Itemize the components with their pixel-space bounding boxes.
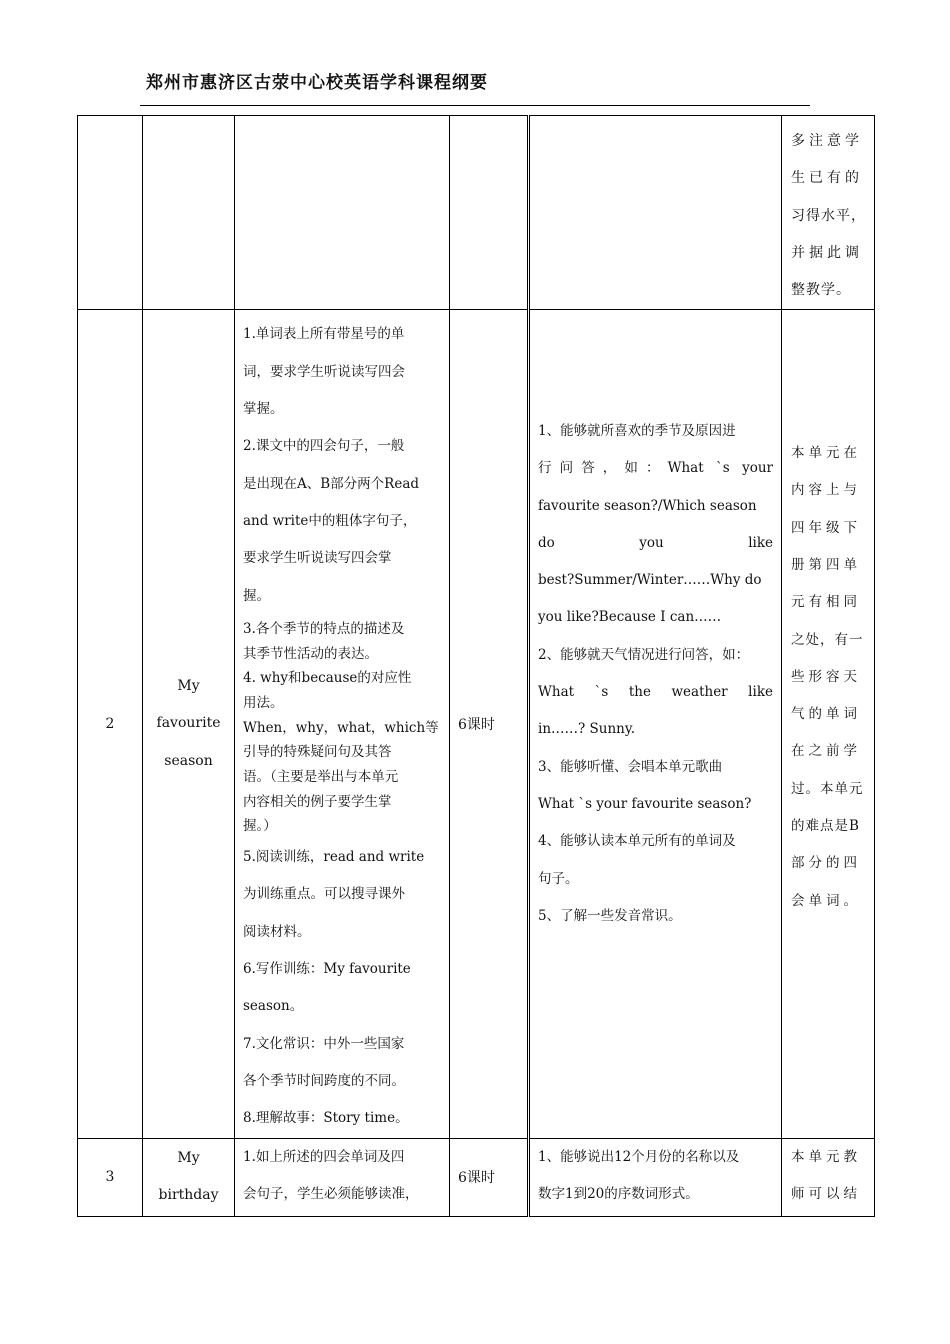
note-line: 习得水平， xyxy=(791,207,866,224)
cell-teaching-content xyxy=(235,310,450,1138)
syllabus-table xyxy=(77,115,875,1217)
unit-title-line: favourite xyxy=(156,715,221,732)
note-line: 的难点是B xyxy=(791,818,860,835)
content-line: 阅读材料。 xyxy=(243,923,311,940)
note-line: 生已有的 xyxy=(791,170,863,187)
cell-note-continued xyxy=(782,116,875,310)
note-line: 四年级下 xyxy=(791,519,861,536)
note-line: 部分的四 xyxy=(791,855,861,872)
cell-class-hours xyxy=(450,1138,529,1216)
cell-objectives xyxy=(529,310,782,1138)
note-line: 本单元在 xyxy=(791,445,861,462)
content-line: 各个季节时间跨度的不同。 xyxy=(243,1072,405,1089)
content-line: 6.写作训练：My favourite xyxy=(243,961,411,978)
objective-line: What `s the weather like xyxy=(538,684,773,701)
page-header-title: 郑州市惠济区古荥中心校英语学科课程纲要 xyxy=(146,73,488,93)
table-row-unit-2 xyxy=(78,310,875,1138)
table-row-unit-3 xyxy=(78,1138,875,1216)
objective-line: 2、能够就天气情况进行问答，如： xyxy=(538,646,750,663)
note-line: 元有相同 xyxy=(791,594,861,611)
note-line: 之处，有一 xyxy=(791,631,864,648)
content-line: 1.如上所述的四会单词及四 xyxy=(243,1148,405,1165)
content-line: 引导的特殊疑问句及其答 xyxy=(243,744,392,761)
note-line: 师可以结 xyxy=(791,1185,861,1202)
content-line: and write中的粗体字句子， xyxy=(243,512,417,529)
cell-content-empty xyxy=(235,116,450,310)
cell-hours-empty xyxy=(450,116,529,310)
objective-line: 句子。 xyxy=(538,870,579,887)
content-line: 7.文化常识：中外一些国家 xyxy=(243,1035,405,1052)
content-line: 其季节性活动的表达。 xyxy=(243,645,378,662)
content-line: 语。（主要是举出与本单元 xyxy=(243,769,399,786)
cell-unit-empty xyxy=(143,116,235,310)
note-line: 过。本单元 xyxy=(791,780,864,797)
cell-objectives-empty xyxy=(529,116,782,310)
cell-unit-title xyxy=(143,310,235,1138)
cell-no-empty xyxy=(78,116,143,310)
header-rule xyxy=(140,105,810,106)
cell-note xyxy=(782,1138,875,1216)
content-line: 4. why和because的对应性 xyxy=(243,670,412,687)
unit-title-line: My xyxy=(177,1149,200,1166)
class-hours-value: 6课时 xyxy=(458,717,495,734)
note-line: 内容上与 xyxy=(791,482,861,499)
content-line: season。 xyxy=(243,998,304,1015)
unit-title-line: birthday xyxy=(158,1187,219,1204)
content-line: 是出现在A、B部分两个Read xyxy=(243,475,420,492)
note-line: 多注意学 xyxy=(791,133,863,149)
cell-note xyxy=(782,310,875,1138)
objective-line: in……? Sunny. xyxy=(538,721,635,738)
note-line: 气的单词 xyxy=(791,706,861,723)
content-line: 掌握。 xyxy=(243,401,284,418)
content-line: 握。） xyxy=(243,818,277,835)
cell-unit-title xyxy=(143,1138,235,1216)
objective-line: 行问答，如：What `s your xyxy=(538,460,773,477)
unit-title-line: My xyxy=(177,678,200,695)
content-line: 5.阅读训练，read and write xyxy=(243,849,425,866)
cell-teaching-content xyxy=(235,1138,450,1216)
note-line: 整教学。 xyxy=(791,282,851,299)
cell-unit-number: 2 xyxy=(78,310,143,1138)
content-line: When，why，what，which等 xyxy=(243,719,439,736)
objective-line: 数字1到20的序数词形式。 xyxy=(538,1185,699,1202)
objective-line: What `s your favourite season? xyxy=(538,795,752,812)
content-line: 词，要求学生听说读写四会 xyxy=(243,363,405,380)
content-line: 8.理解故事：Story time。 xyxy=(243,1110,409,1127)
content-line: 要求学生听说读写四会掌 xyxy=(243,550,392,567)
note-line: 在之前学 xyxy=(791,743,861,760)
objective-line: favourite season?/Which season xyxy=(538,497,757,514)
note-line: 本单元教 xyxy=(791,1148,861,1165)
note-line: 些形容天 xyxy=(791,668,861,685)
class-hours-value: 6课时 xyxy=(458,1170,495,1187)
note-line: 册第四单 xyxy=(791,556,861,573)
note-line: 并据此调 xyxy=(791,244,863,261)
unit-title-line: season xyxy=(164,752,213,769)
content-line: 握。 xyxy=(243,587,270,604)
content-line: 内容相关的例子要学生掌 xyxy=(243,793,392,810)
objective-line: best?Summer/Winter……Why do xyxy=(538,572,762,589)
objective-line: you like?Because I can…… xyxy=(538,609,722,626)
table-row-continuation xyxy=(78,116,875,310)
objective-line: 1、能够说出12个月份的名称以及 xyxy=(538,1148,740,1165)
cell-class-hours xyxy=(450,310,529,1138)
content-line: 用法。 xyxy=(243,694,284,711)
cell-unit-number: 3 xyxy=(78,1138,143,1216)
note-line: 会单词。 xyxy=(791,892,861,909)
content-line: 为训练重点。可以搜寻课外 xyxy=(243,886,405,903)
objective-line: 4、能够认读本单元所有的单词及 xyxy=(538,833,736,850)
objective-line: 5、了解一些发音常识。 xyxy=(538,907,682,924)
objective-line: 3、能够听懂、会唱本单元歌曲 xyxy=(538,758,723,775)
content-line: 1.单词表上所有带星号的单 xyxy=(243,326,405,343)
cell-objectives xyxy=(529,1138,782,1216)
content-line: 3.各个季节的特点的描述及 xyxy=(243,620,405,637)
objective-line: do you like xyxy=(538,534,773,551)
content-line: 2.课文中的四会句子，一般 xyxy=(243,438,405,455)
content-line: 会句子，学生必须能够读准， xyxy=(243,1185,419,1202)
objective-line: 1、能够就所喜欢的季节及原因进 xyxy=(538,422,736,439)
